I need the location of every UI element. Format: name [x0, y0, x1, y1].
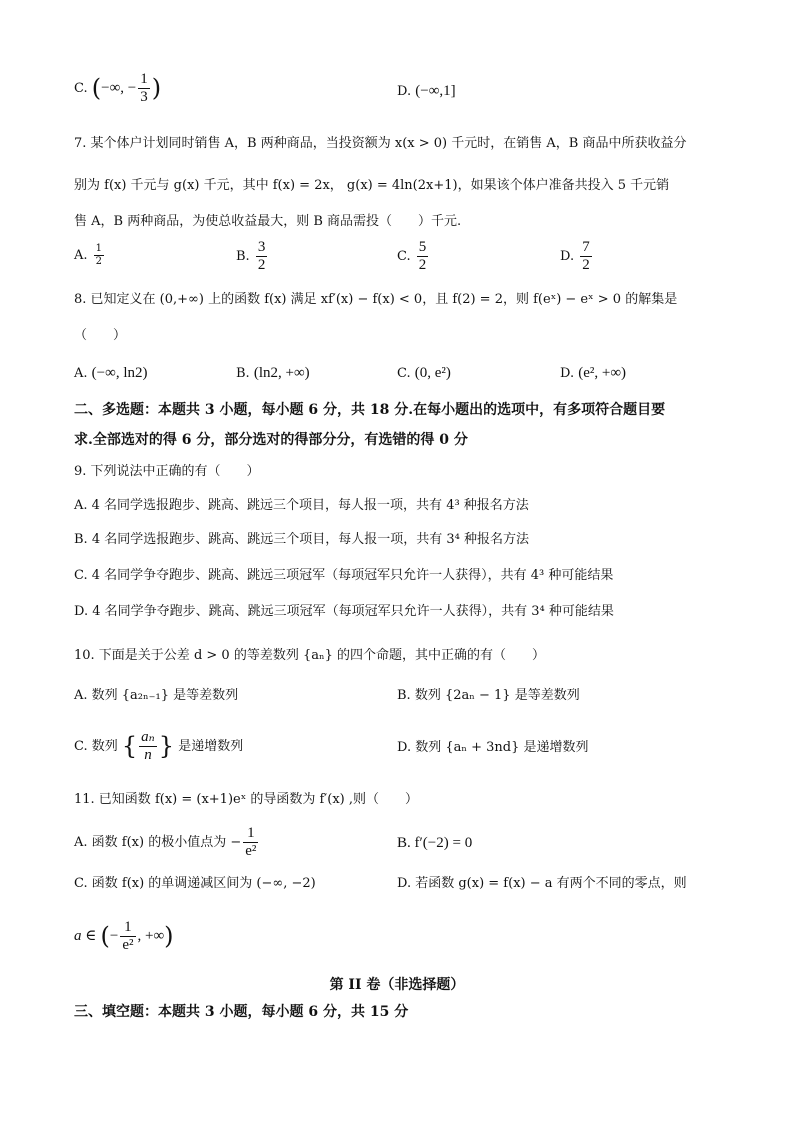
q10-option-b: B. 数列 {2aₙ − 1} 是等差数列 [397, 688, 580, 703]
option-text: (0, e²) [414, 365, 451, 381]
option-fraction [139, 730, 157, 763]
q6-option-c [74, 72, 161, 105]
paren-right: ) [151, 74, 162, 103]
q7-option-d [560, 240, 594, 273]
q11-option-d-continued: a ∈ (− $\frac{1}{\text{e²}}$ , +∞) [74, 919, 174, 953]
q11-option-c: C. 函数 f(x) 的单调递减区间为 (−∞, −2) [74, 876, 316, 891]
q11-option-b: B. f′(−2) = 0 [397, 835, 473, 851]
part2-title: 第 II 卷（非选择题） [329, 977, 465, 993]
option-text: (−∞, ln2) [91, 365, 148, 381]
option-fraction [243, 826, 258, 859]
frac-denominator: e² [122, 937, 134, 953]
frac-denominator: 2 [257, 257, 266, 273]
q10-option-d: D. 数列 {aₙ + 3nd} 是递增数列 [397, 740, 589, 755]
option-prefix: A. 函数 f(x) 的极小值点为 − [74, 835, 242, 850]
option-prefix: C. 数列 [74, 739, 118, 754]
q10-option-c [74, 730, 243, 763]
option-fraction [120, 920, 135, 953]
option-label: D. [560, 366, 575, 381]
frac-numerator: 1 [243, 826, 258, 843]
q9-option-c: C. 4 名同学争夺跑步、跳高、跳远三项冠军（每项冠军只允许一人获得），共有 4³ 种可能结果 [74, 568, 614, 583]
q7-stem-line1: 7. 某个体户计划同时销售 A，B 两种商品，当投资额为 x(x > 0) 千元时，在销售 A，B 商品中所获收益分 [74, 136, 687, 151]
paren-right: ) [164, 922, 174, 951]
frac-numerator: aₙ [141, 729, 155, 745]
q6-option-c-label: C. [74, 81, 88, 96]
q6-option-d-label: D. [397, 84, 412, 99]
q8-option-b [236, 364, 310, 382]
frac-numerator: 5 [418, 239, 427, 255]
paren-left: ( [91, 74, 102, 103]
q8-option-d [560, 364, 626, 382]
option-label: D. [560, 249, 575, 264]
brace-right: } [158, 732, 175, 761]
q8-stem-line2: （ ） [74, 328, 127, 343]
frac-numerator: 3 [257, 239, 266, 255]
q6-option-d [397, 82, 456, 100]
option-label: B. [236, 366, 250, 381]
option-label: C. [397, 249, 411, 264]
option-label: B. [236, 249, 250, 264]
q10-option-a: A. 数列 {a₂ₙ₋₁} 是等差数列 [74, 688, 239, 703]
q11-option-a [74, 826, 260, 859]
frac-denominator: 2 [418, 257, 427, 273]
option-fraction [580, 240, 592, 273]
section3-heading: 三、填空题：本题共 3 小题，每小题 6 分，共 15 分 [74, 1004, 409, 1020]
frac-numerator: 1 [120, 920, 135, 937]
q6-option-c-text: −∞, − [101, 80, 137, 96]
q7-stem-line2: 别为 f(x) 千元与 g(x) 千元，其中 f(x) = 2x， g(x) = 4ln(2x+1)，如果该个体户准备共投入 5 千元销 [74, 178, 670, 193]
q7-stem-line3: 售 A，B 两种商品，为使总收益最大，则 B 商品需投（ ）千元. [74, 214, 462, 229]
q7-option-c [397, 240, 430, 273]
q8-stem-line1: 8. 已知定义在 (0,+∞) 上的函数 f(x) 满足 xf′(x) − f(x) < 0，且 f(2) = 2，则 f(eˣ) − eˣ > 0 的解集是 [74, 292, 678, 307]
option-prefix: a ∈ [74, 928, 97, 944]
q6-option-d-text: (−∞,1] [415, 83, 456, 99]
option-suffix: , +∞ [137, 928, 165, 944]
q7-option-a [74, 244, 106, 267]
option-fraction [256, 240, 268, 273]
frac-denominator: n [144, 747, 152, 763]
brace-left: { [121, 732, 138, 761]
q9-option-b: B. 4 名同学选报跑步、跳高、跳远三个项目，每人报一项，共有 3⁴ 种报名方法 [74, 532, 529, 547]
q9-option-d: D. 4 名同学争夺跑步、跳高、跳远三项冠军（每项冠军只允许一人获得），共有 3⁴ 种可能结果 [74, 604, 614, 619]
option-text: (ln2, +∞) [253, 365, 310, 381]
q9-option-a: A. 4 名同学选报跑步、跳高、跳远三个项目，每人报一项，共有 4³ 种报名方法 [74, 498, 529, 513]
q7-option-b [236, 240, 269, 273]
q10-stem: 10. 下面是关于公差 d > 0 的等差数列 {aₙ} 的四个命题，其中正确的有（ ） [74, 648, 546, 663]
q11-option-d: D. 若函数 g(x) = f(x) − a 有两个不同的零点，则 [397, 876, 687, 891]
option-label: C. [397, 366, 411, 381]
section2-heading-line1: 二、多选题：本题共 3 小题，每小题 6 分，共 18 分.在每小题出的选项中，有多项符合题目要 [74, 402, 666, 418]
q8-option-c [397, 364, 451, 382]
frac-numerator: 1 [140, 71, 148, 87]
frac-numerator: 7 [582, 239, 590, 255]
frac-denominator: e² [245, 843, 257, 859]
q8-option-a [74, 364, 147, 382]
q6-option-c-fraction [138, 72, 150, 105]
option-fraction [417, 240, 429, 273]
option-suffix: 是递增数列 [178, 739, 244, 754]
option-text: (e², +∞) [578, 365, 627, 381]
option-fraction [94, 244, 104, 267]
option-label: A. [74, 248, 88, 263]
frac-numerator: 1 [95, 243, 103, 254]
paren-left: ( [100, 922, 110, 951]
q9-stem: 9. 下列说法中正确的有（ ） [74, 464, 260, 479]
frac-denominator: 3 [140, 89, 148, 105]
q11-stem: 11. 已知函数 f(x) = (x+1)eˣ 的导函数为 f′(x) ,则（ ） [74, 792, 418, 807]
frac-denominator: 2 [95, 256, 103, 267]
option-label: A. [74, 366, 88, 381]
section2-heading-line2: 求.全部选对的得 6 分，部分选对的得部分分，有选错的得 0 分 [74, 432, 468, 448]
frac-denominator: 2 [582, 257, 590, 273]
